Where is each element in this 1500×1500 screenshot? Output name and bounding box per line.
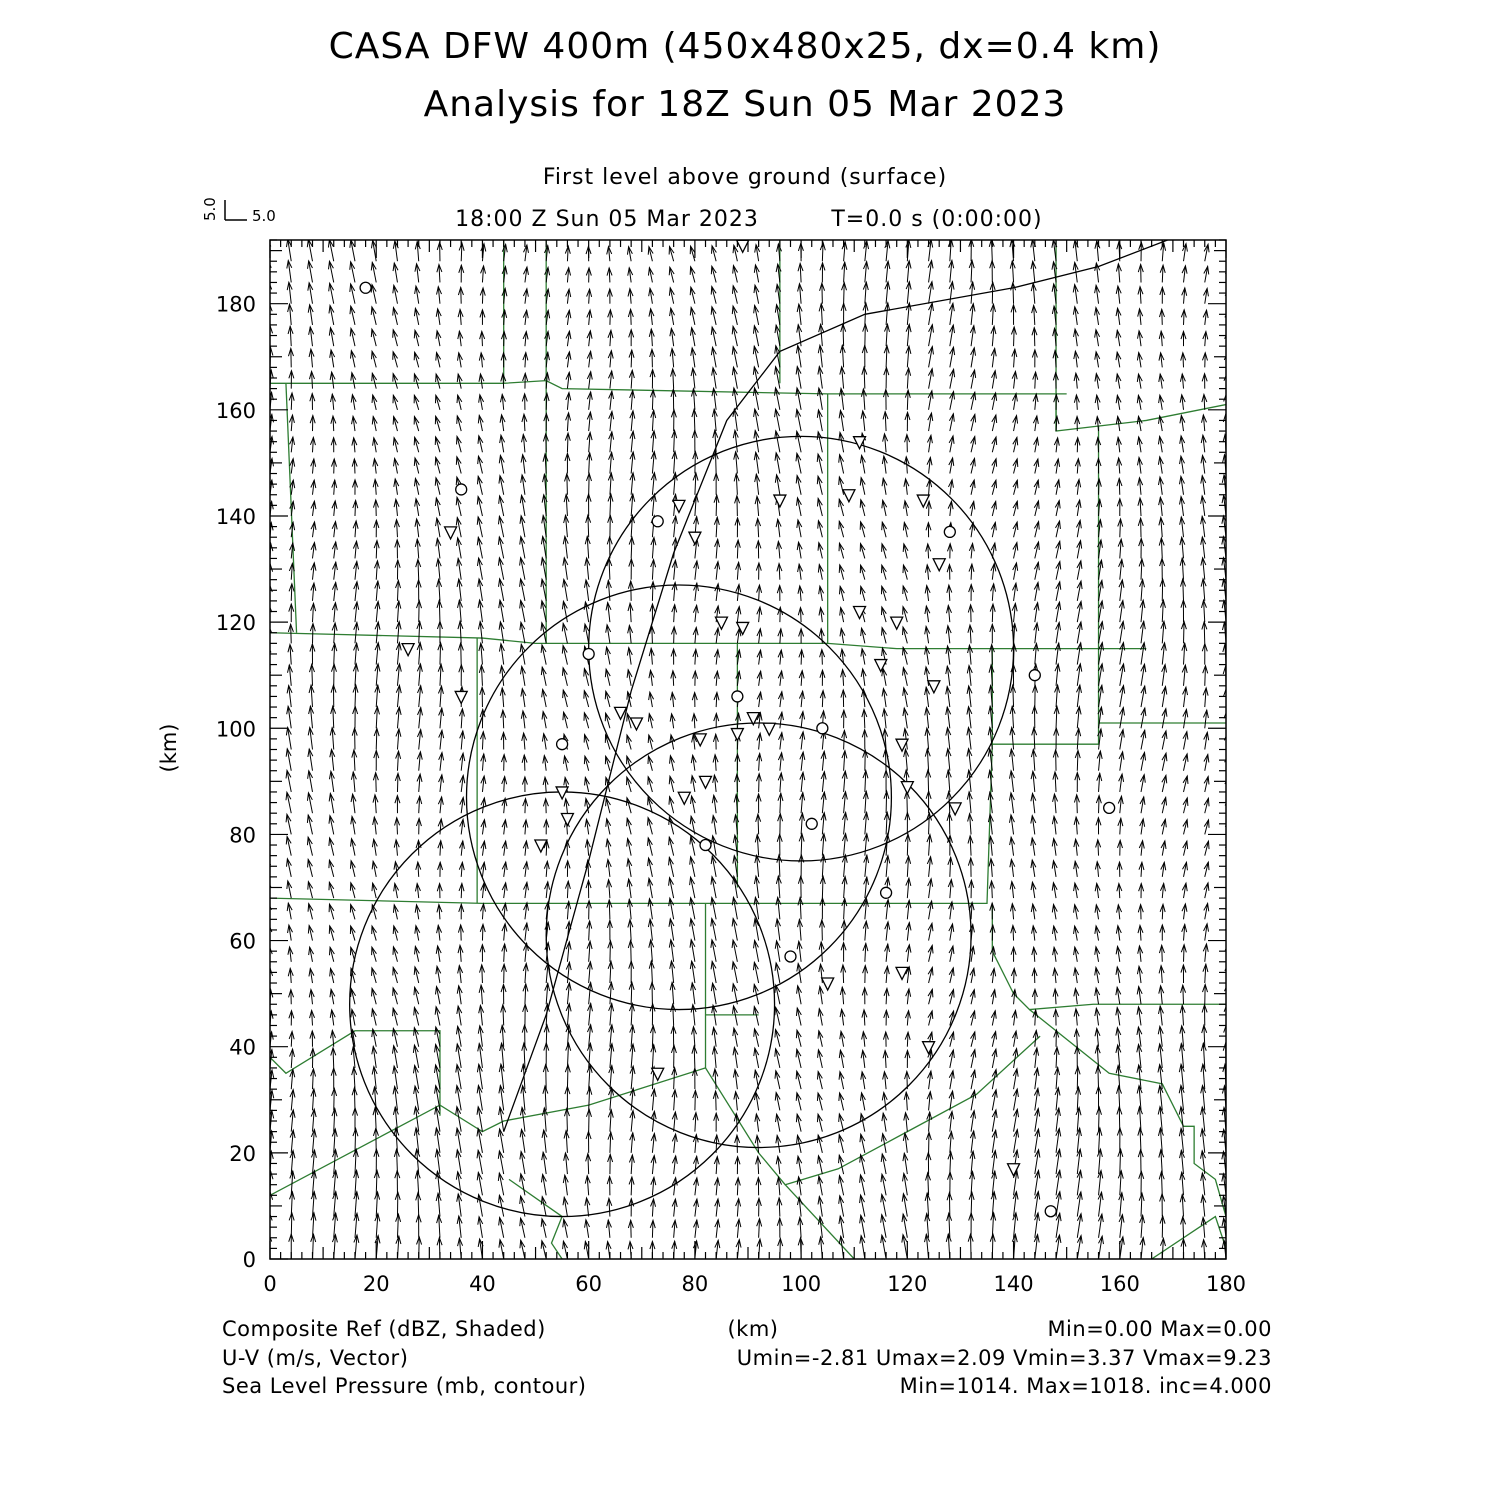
station-triangle	[715, 617, 727, 629]
wind-vector-shaft	[351, 905, 355, 920]
wind-vector-head	[267, 282, 272, 290]
station-triangle	[896, 739, 908, 751]
wind-vector-head	[1139, 220, 1144, 228]
wind-vector-shaft	[716, 495, 717, 516]
county-boundary	[992, 903, 1226, 1009]
valid-time-label: 18:00 Z Sun 05 Mar 2023	[455, 207, 759, 232]
wind-vector-head	[1183, 221, 1188, 229]
wind-vector-head	[416, 219, 421, 227]
county-boundary	[785, 1185, 854, 1259]
wind-vector-shaft	[414, 395, 418, 410]
wind-vector-shaft	[1226, 223, 1230, 240]
station-triangle	[774, 495, 786, 507]
station-triangle	[630, 718, 642, 730]
wind-vector-shaft	[397, 773, 398, 792]
station-triangle	[731, 729, 743, 741]
county-boundary	[1029, 1010, 1226, 1217]
x-tick-label: 120	[887, 1272, 928, 1296]
x-tick-label: 180	[1205, 1272, 1247, 1296]
wind-vector-shaft	[436, 437, 440, 452]
station-triangle	[700, 776, 712, 788]
station-triangle	[689, 532, 701, 544]
wind-vector-head	[799, 223, 804, 231]
wind-vector-shaft	[907, 834, 908, 855]
wind-vector-shaft	[1184, 622, 1185, 644]
wind-vector-shaft	[631, 940, 632, 961]
wind-vector-shaft	[287, 218, 291, 240]
wind-vector-shaft	[822, 222, 823, 240]
wind-vector-shaft	[1099, 1107, 1100, 1131]
wind-vector-head	[372, 219, 377, 227]
station-circle	[1029, 670, 1040, 681]
wind-vector-shaft	[691, 246, 695, 261]
station-circle	[360, 282, 371, 293]
y-tick-label: 120	[215, 611, 256, 636]
wind-vector-shaft	[1204, 622, 1205, 644]
wind-vector-shaft	[588, 515, 589, 537]
wind-vector-head	[1073, 219, 1078, 227]
station-circle	[456, 484, 467, 495]
station-circle	[944, 526, 955, 537]
wind-vector-head	[1095, 219, 1100, 227]
wind-vector-head	[265, 770, 270, 778]
chart-title-line2: Analysis for 18Z Sun 05 Mar 2023	[423, 84, 1067, 125]
wind-vector-shaft	[393, 374, 397, 389]
wind-vector-shaft	[631, 982, 632, 1004]
wind-vector-shaft	[414, 374, 418, 389]
wind-vector-head	[328, 218, 333, 226]
wind-vector-shaft	[885, 750, 886, 771]
wind-vector-shaft	[372, 926, 376, 941]
station-triangle	[455, 691, 467, 703]
wind-vector-shaft	[928, 770, 929, 792]
wind-vector-shaft	[291, 624, 292, 643]
station-triangle	[949, 803, 961, 815]
pressure-contour-line	[504, 240, 1168, 1132]
y-tick-label: 80	[229, 823, 256, 848]
wind-vector-shaft	[351, 218, 355, 240]
vector-key-v-label: 5.0	[201, 197, 219, 221]
wind-vector-head	[286, 218, 291, 226]
wind-vector-head	[1117, 219, 1122, 227]
wind-vector-shaft	[1120, 1149, 1121, 1174]
station-triangle	[891, 617, 903, 629]
wind-vector-shaft	[524, 1043, 525, 1068]
wind-vector-shaft	[329, 218, 333, 240]
wind-vector-shaft	[355, 685, 356, 707]
station-triangle	[822, 978, 834, 990]
station-circle	[557, 739, 568, 750]
wind-vector-shaft	[439, 600, 440, 622]
wind-vector-shaft	[864, 367, 865, 389]
wind-vector-head	[307, 218, 312, 226]
wind-vector-shaft	[882, 586, 886, 601]
wind-vector-head	[438, 220, 443, 228]
wind-vector-head	[394, 219, 399, 227]
wind-vector-shaft	[334, 1088, 335, 1110]
x-tick-label: 60	[575, 1272, 603, 1296]
station-circle	[1104, 802, 1115, 813]
station-triangle	[402, 644, 414, 656]
wind-vector-shaft	[1119, 1107, 1120, 1132]
wind-vector-shaft	[418, 1193, 419, 1217]
y-tick-label: 20	[229, 1141, 256, 1166]
station-triangle	[445, 527, 457, 539]
wind-vector-shaft	[440, 643, 441, 665]
wind-vector-shaft	[1097, 219, 1098, 240]
county-boundary	[270, 381, 1067, 394]
wind-vector-shaft	[1161, 1172, 1162, 1196]
wind-vector-shaft	[351, 926, 355, 941]
wind-vector-shaft	[716, 1091, 717, 1110]
wind-vector-shaft	[308, 218, 312, 240]
station-circle	[881, 887, 892, 898]
wind-vector-shaft	[1141, 220, 1142, 240]
station-circle	[806, 818, 817, 829]
wind-vector-shaft	[882, 565, 886, 580]
station-triangle	[843, 490, 855, 502]
axis-ticks	[216, 240, 1246, 1296]
station-circle	[700, 840, 711, 851]
wind-vector-shaft	[606, 756, 610, 771]
wind-vector-shaft	[610, 941, 611, 962]
station-triangle	[561, 813, 573, 825]
x-tick-label: 20	[362, 1272, 390, 1296]
x-tick-label: 100	[781, 1272, 822, 1296]
wind-vector-head	[1226, 223, 1231, 231]
wind-vector-shaft	[436, 416, 440, 431]
y-tick-label: 100	[215, 717, 256, 742]
wind-vector-shaft	[372, 947, 376, 962]
station-circle	[1045, 1206, 1056, 1217]
wind-vector-shaft	[1183, 1217, 1184, 1238]
wind-vector-shaft	[627, 777, 631, 792]
wind-vector-shaft	[992, 645, 993, 665]
x-tick-label: 160	[1099, 1272, 1140, 1296]
wind-vector-shaft	[354, 1088, 355, 1111]
wind-vector-shaft	[567, 1065, 568, 1089]
station-circle	[652, 516, 663, 527]
wind-vector-shaft	[694, 409, 695, 431]
wind-vector-shaft	[291, 1213, 292, 1238]
station-triangle	[923, 1042, 935, 1054]
wind-vector-shaft	[355, 1129, 356, 1153]
wind-vector-head	[350, 218, 355, 226]
wind-vector-shaft	[312, 664, 313, 685]
station-triangle	[763, 723, 775, 735]
wind-vector-head	[1161, 221, 1166, 229]
wind-vector-shaft	[376, 773, 377, 792]
pressure-contour	[467, 585, 892, 1010]
wind-vector-shaft	[376, 1170, 377, 1195]
wind-vector-shaft	[971, 1192, 972, 1216]
y-tick-label: 40	[229, 1035, 256, 1060]
wind-vector-shaft	[1140, 1128, 1141, 1153]
station-circle	[732, 691, 743, 702]
wind-vector-head	[1224, 733, 1229, 741]
wind-vector-shaft	[397, 1149, 398, 1174]
wind-vector-shaft	[376, 728, 377, 749]
x-tick-label: 80	[681, 1272, 709, 1296]
station-circle	[583, 648, 594, 659]
wind-vector-shaft	[1075, 219, 1077, 240]
wind-vector-shaft	[779, 224, 780, 240]
station-triangle	[875, 660, 887, 672]
wind-vector-shaft	[929, 813, 930, 835]
station-triangle	[928, 681, 940, 693]
chart-title-line1: CASA DFW 400m (450x480x25, dx=0.4 km)	[328, 26, 1162, 67]
wind-vector-shaft	[844, 283, 845, 304]
wind-vector-shaft	[843, 324, 844, 346]
wind-vector-head	[265, 707, 270, 715]
wind-vector-shaft	[418, 219, 419, 240]
vector-key	[201, 197, 276, 225]
station-triangle	[556, 787, 568, 799]
x-tick-label: 140	[993, 1272, 1034, 1296]
wind-vector-shaft	[822, 920, 823, 941]
wind-vector-shaft	[567, 1109, 568, 1132]
station-circle	[785, 951, 796, 962]
wind-vector-head	[1052, 218, 1057, 226]
wind-vector-head	[777, 224, 782, 232]
wind-vector-shaft	[1014, 327, 1015, 346]
wind-vector-shaft	[1013, 685, 1014, 707]
wind-vector-shaft	[567, 474, 568, 495]
wind-vector-shaft	[1162, 221, 1164, 240]
wind-vector-shaft	[695, 1090, 696, 1110]
y-tick-label: 0	[242, 1248, 256, 1272]
station-triangle	[678, 792, 690, 804]
forecast-time-label: T=0.0 s (0:00:00)	[831, 207, 1043, 232]
wind-vector-head	[265, 749, 270, 757]
wind-vector-shaft	[397, 1214, 398, 1238]
station-triangle	[737, 240, 749, 252]
wind-vector-shaft	[822, 876, 823, 898]
wind-vector-head	[821, 222, 826, 230]
wind-vector-shaft	[861, 565, 865, 580]
vector-key-u-label: 5.0	[252, 207, 276, 225]
wind-vector-shaft	[694, 1046, 695, 1068]
level-label: First level above ground (surface)	[542, 165, 948, 190]
wind-vectors	[265, 218, 1231, 1259]
wind-vector-shaft	[546, 1064, 547, 1089]
station-circle	[817, 723, 828, 734]
wind-vector-shaft	[395, 219, 397, 240]
y-tick-label: 140	[215, 504, 256, 529]
x-tick-label: 0	[263, 1272, 277, 1296]
wind-vector-shaft	[1205, 222, 1209, 240]
y-tick-label: 60	[229, 929, 256, 954]
wind-vector-shaft	[1184, 221, 1187, 240]
wind-vector-shaft	[1013, 283, 1014, 304]
wind-vector-head	[1224, 984, 1229, 992]
wind-vector-shaft	[372, 968, 376, 983]
wind-vector-shaft	[546, 1025, 547, 1047]
wind-vector-shaft	[1098, 1066, 1099, 1089]
wind-vector-shaft	[928, 1173, 929, 1196]
wind-vector-head	[1204, 222, 1209, 230]
wind-vector-head	[265, 792, 270, 800]
wind-vector-shaft	[414, 416, 418, 431]
wind-vector-shaft	[373, 219, 376, 240]
wind-vector-shaft	[606, 713, 610, 728]
x-tick-label: 40	[469, 1272, 496, 1296]
wind-vector-shaft	[1034, 328, 1035, 346]
wind-vector-shaft	[949, 1213, 950, 1238]
wind-vector-head	[265, 728, 270, 736]
wind-vector-shaft	[886, 791, 887, 813]
wind-vector-shaft	[759, 774, 760, 792]
wind-vector-shaft	[1183, 579, 1184, 601]
wind-vector-shaft	[1054, 218, 1057, 240]
wind-vector-head	[265, 814, 270, 822]
station-triangle	[933, 559, 945, 571]
wind-vector-shaft	[860, 544, 864, 559]
